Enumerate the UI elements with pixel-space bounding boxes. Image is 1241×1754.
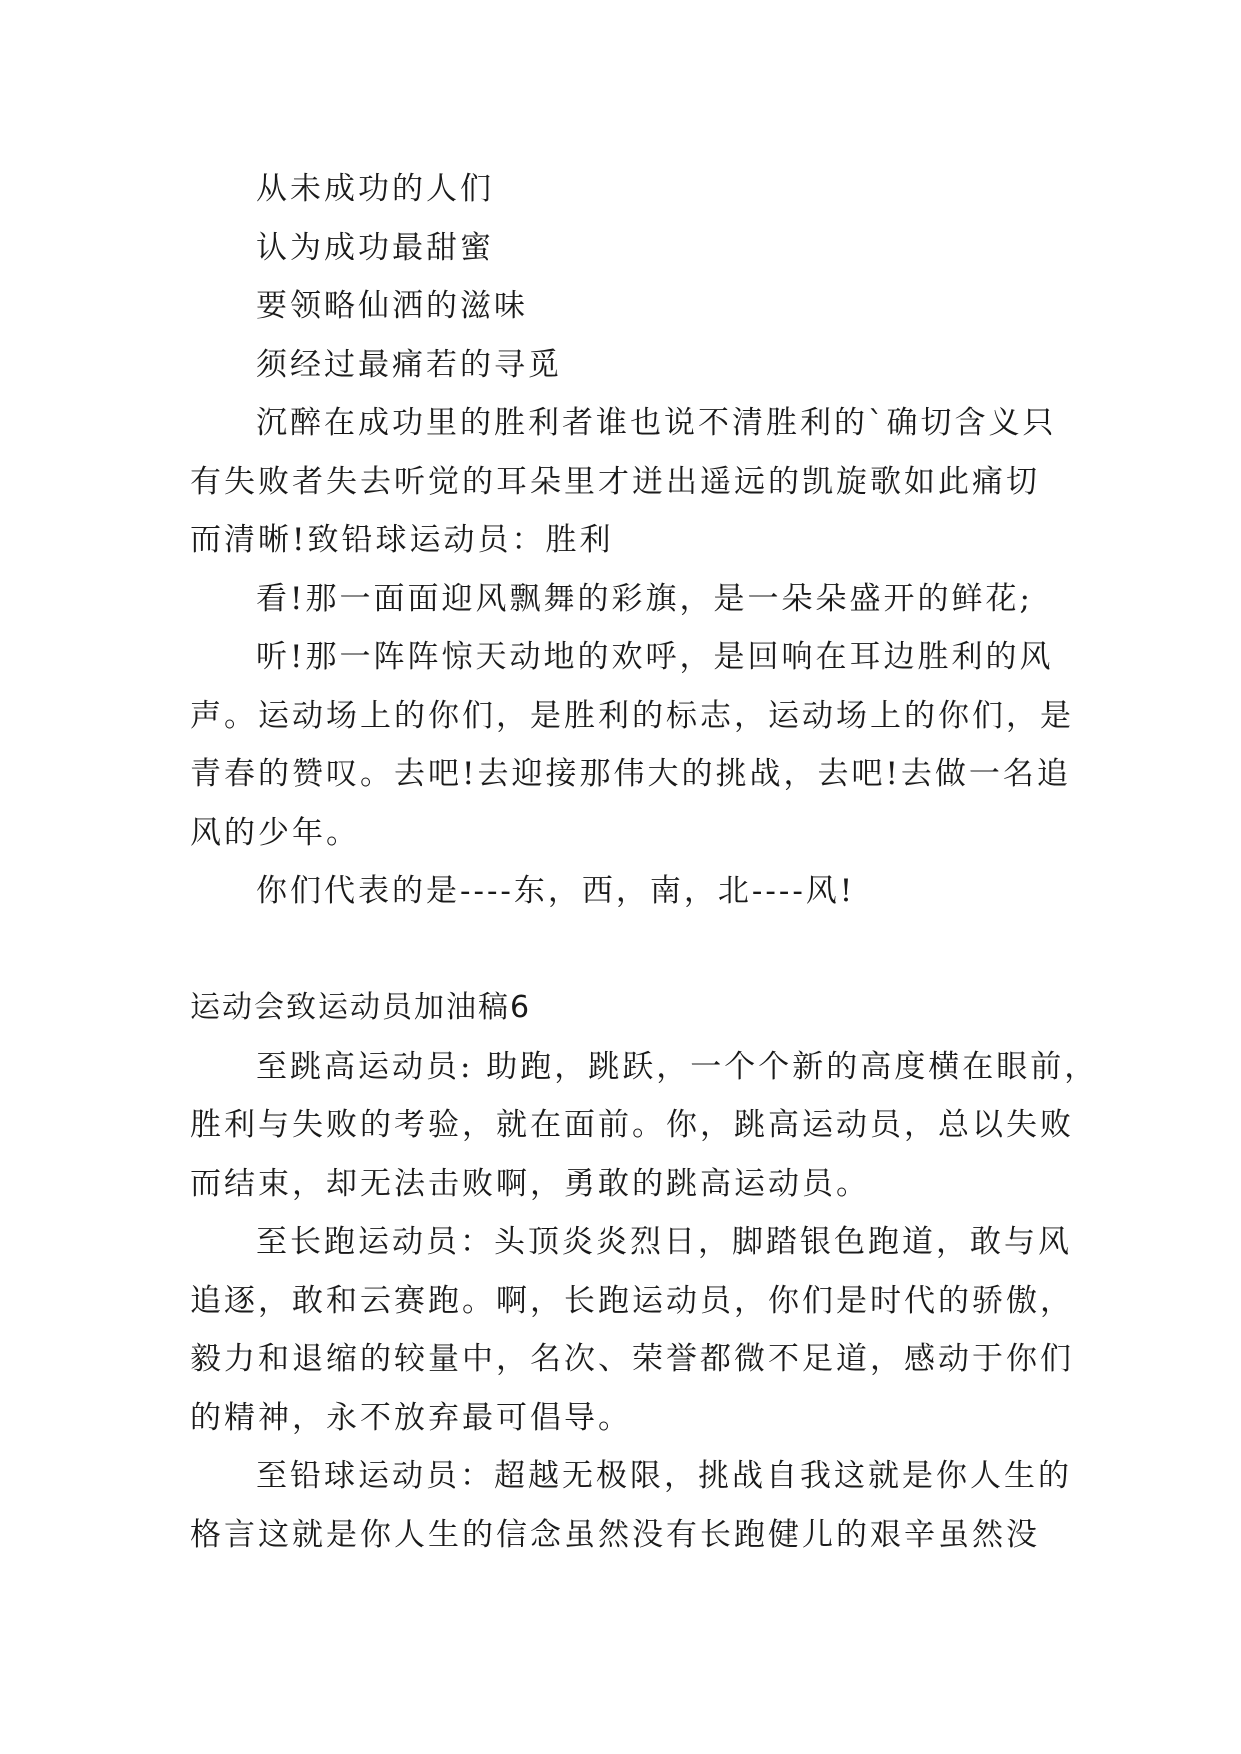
paragraph-flags bbox=[190, 570, 1060, 629]
paragraph-line: 的精神，永不放弃最可倡导。 bbox=[190, 1399, 632, 1436]
poem-line: 从未成功的人们 bbox=[256, 171, 494, 207]
blank-line bbox=[190, 921, 1060, 980]
paragraph-line: 风的少年。 bbox=[190, 814, 360, 851]
paragraph-winds bbox=[190, 862, 1060, 921]
document-page bbox=[190, 160, 1099, 1564]
paragraph-line: 而清晰!致铅球运动员：胜利 bbox=[190, 522, 614, 558]
paragraph-long-distance bbox=[190, 1213, 1074, 1447]
poem-line: 认为成功最甜蜜 bbox=[256, 229, 494, 266]
poem-line: 须经过最痛若的寻觅 bbox=[256, 346, 562, 383]
paragraph-line: 听!那一阵阵惊天动地的欢呼，是回响在耳边胜利的风 bbox=[256, 639, 1054, 675]
paragraph-line: 追逐，敢和云赛跑。啊，长跑运动员，你们是时代的骄傲， bbox=[190, 1282, 1074, 1319]
paragraph-line: 而结束，却无法击败啊，勇敢的跳高运动员。 bbox=[190, 1165, 870, 1202]
paragraph-high-jump bbox=[190, 1038, 1099, 1214]
poem-line: 要领略仙洒的滋味 bbox=[256, 288, 528, 324]
paragraph-cheers bbox=[190, 628, 1074, 862]
paragraph-line: 沉醉在成功里的胜利者谁也说不清胜利的`确切含义只 bbox=[256, 405, 1057, 441]
paragraph-line: 青春的赞叹。去吧!去迎接那伟大的挑战，去吧!去做一名追 bbox=[190, 756, 1071, 792]
paragraph-line: 有失败者失去听觉的耳朵里才迸出遥远的凯旋歌如此痛切 bbox=[190, 463, 1040, 500]
paragraph-line: 你们代表的是----东，西，南，北----风! bbox=[256, 873, 856, 909]
paragraph-line: 至跳高运动员: 助跑，跳跃，一个个新的高度横在眼前， bbox=[256, 1048, 1099, 1085]
paragraph-line: 格言这就是你人生的信念虽然没有长跑健儿的艰辛虽然没 bbox=[190, 1516, 1040, 1553]
section-heading: 运动会致运动员加油稿6 bbox=[190, 990, 532, 1025]
paragraph-line: 胜利与失败的考验，就在面前。你，跳高运动员，总以失败 bbox=[190, 1107, 1074, 1143]
paragraph-victory bbox=[190, 394, 1060, 570]
paragraph-shot-put bbox=[190, 1447, 1072, 1564]
paragraph-line: 看!那一面面迎风飘舞的彩旗，是一朵朵盛开的鲜花; bbox=[256, 580, 1033, 617]
paragraph-line: 毅力和退缩的较量中，名次、荣誉都微不足道，感动于你们 bbox=[190, 1341, 1074, 1377]
poem-stanza bbox=[190, 160, 1060, 394]
paragraph-line: 至铅球运动员：超越无极限，挑战自我这就是你人生的 bbox=[256, 1458, 1072, 1494]
paragraph-line: 声。运动场上的你们，是胜利的标志，运动场上的你们，是 bbox=[190, 697, 1074, 734]
paragraph-line: 至长跑运动员：头顶炎炎烈日，脚踏银色跑道，敢与风 bbox=[256, 1224, 1072, 1260]
